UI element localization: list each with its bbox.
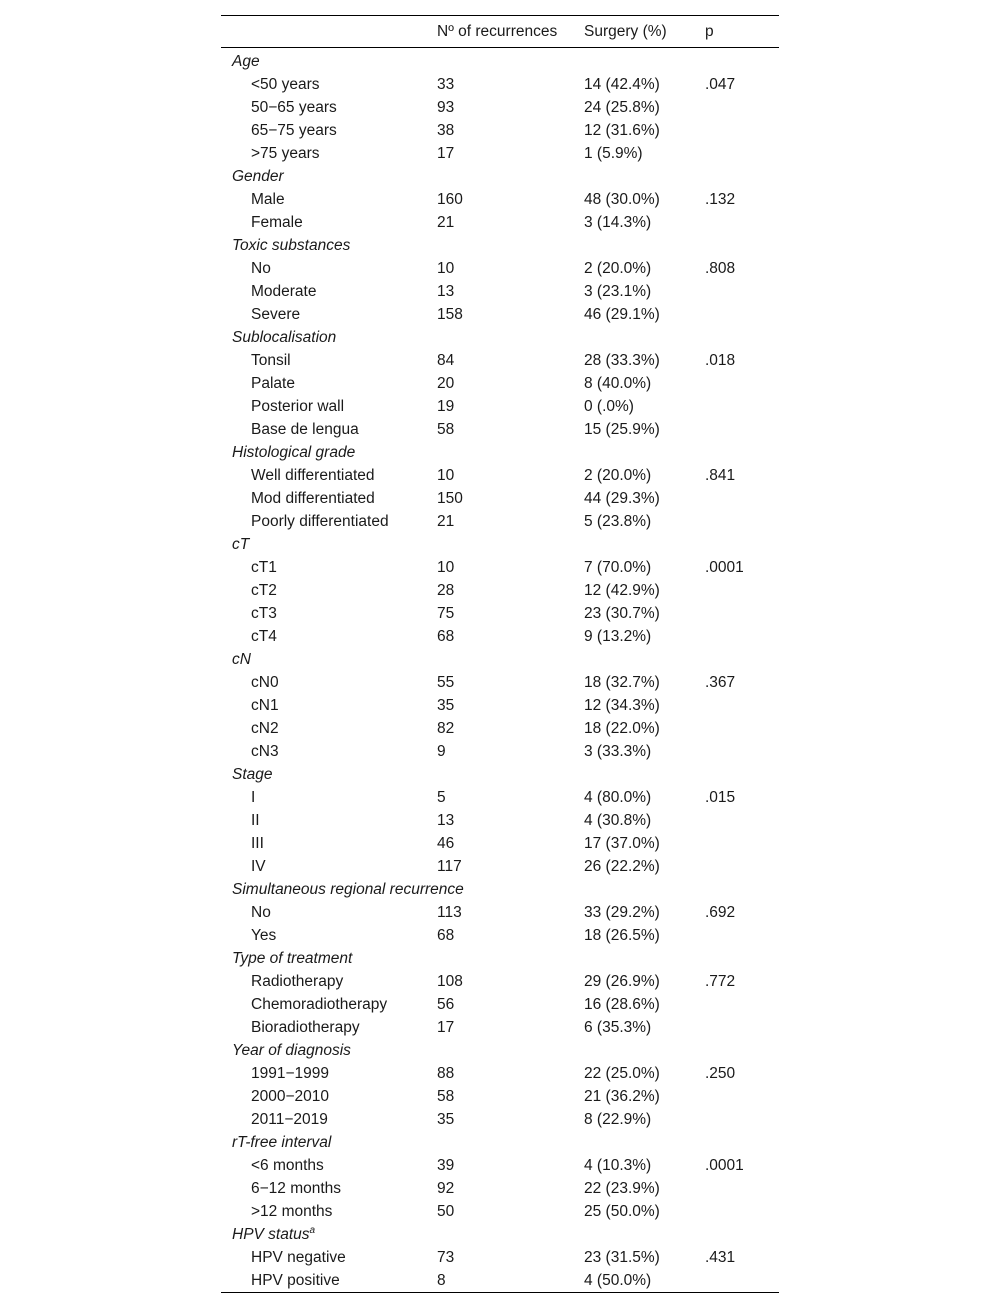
cell-recurrences: 113 xyxy=(437,904,462,921)
cell-p-value: .0001 xyxy=(705,559,744,576)
table-row xyxy=(221,395,779,418)
table-row xyxy=(221,901,779,924)
cell-p-value: .018 xyxy=(705,352,736,369)
table-row xyxy=(221,464,779,487)
cell-variable: HPV positive xyxy=(221,1269,426,1293)
cell-p-value xyxy=(694,1269,779,1293)
cell-variable: 1991−1999 xyxy=(251,1065,330,1082)
cell-recurrences: 21 xyxy=(437,513,455,530)
cell-p-value: .015 xyxy=(705,789,736,806)
cell-recurrences: 93 xyxy=(437,99,455,116)
cell-variable: HPV negative xyxy=(251,1249,346,1266)
table-row xyxy=(221,993,779,1016)
cell-variable: II xyxy=(251,812,260,829)
group-label-text: Sublocalisation xyxy=(232,329,337,346)
cell-p-value xyxy=(694,142,779,165)
cell-variable: Tonsil xyxy=(251,352,291,369)
table-row xyxy=(221,372,779,395)
cell-variable: cT4 xyxy=(251,628,277,645)
cell-recurrences: 88 xyxy=(437,1065,455,1082)
cell-recurrences: 38 xyxy=(437,122,455,139)
cell-surgery: 12 (34.3%) xyxy=(584,697,660,714)
cell-surgery: 8 (40.0%) xyxy=(584,375,652,392)
cell-recurrences: 84 xyxy=(437,352,455,369)
cell-p-value xyxy=(694,1200,779,1223)
cell-surgery: 18 (26.5%) xyxy=(584,927,660,944)
cell-surgery: 17 (37.0%) xyxy=(584,835,660,852)
table-row xyxy=(221,1246,779,1269)
cell-recurrences: 68 xyxy=(437,628,455,645)
cell-variable: cN0 xyxy=(251,674,279,691)
cell-variable: I xyxy=(251,789,256,806)
group-row xyxy=(221,1131,779,1154)
group-label xyxy=(221,1131,779,1154)
table-row xyxy=(221,211,779,234)
group-row xyxy=(221,1223,779,1246)
cell-recurrences: 68 xyxy=(437,927,455,944)
cell-surgery: 3 (23.1%) xyxy=(584,283,652,300)
cell-p-value xyxy=(694,924,779,947)
cell-p-value xyxy=(694,372,779,395)
cell-recurrences: 5 xyxy=(437,789,446,806)
cell-p-value: .808 xyxy=(705,260,736,277)
cell-variable: Moderate xyxy=(251,283,317,300)
group-row xyxy=(221,648,779,671)
cell-variable: cN1 xyxy=(251,697,279,714)
cell-recurrences: 10 xyxy=(437,260,455,277)
group-label xyxy=(221,48,779,74)
cell-recurrences: 17 xyxy=(437,1019,455,1036)
cell-p-value xyxy=(694,487,779,510)
table-row xyxy=(221,487,779,510)
cell-surgery: 12 (31.6%) xyxy=(584,122,660,139)
cell-variable: No xyxy=(251,260,271,277)
cell-surgery: 28 (33.3%) xyxy=(584,352,660,369)
cell-recurrences: 108 xyxy=(437,973,463,990)
cell-recurrences: 56 xyxy=(437,996,455,1013)
cell-recurrences: 58 xyxy=(437,1088,455,1105)
group-label-text: Age xyxy=(232,53,260,70)
cell-surgery: 22 (25.0%) xyxy=(584,1065,660,1082)
cell-p-value xyxy=(694,579,779,602)
cell-recurrences: 10 xyxy=(437,467,455,484)
cell-variable: III xyxy=(251,835,264,852)
cell-p-value xyxy=(694,1108,779,1131)
table-row xyxy=(221,1108,779,1131)
cell-variable: 2000−2010 xyxy=(251,1088,330,1105)
table-row xyxy=(221,832,779,855)
table-row xyxy=(221,809,779,832)
group-row xyxy=(221,878,779,901)
cell-recurrences: 75 xyxy=(437,605,455,622)
cell-surgery: 18 (32.7%) xyxy=(584,674,660,691)
cell-surgery: 2 (20.0%) xyxy=(584,467,652,484)
table-row xyxy=(221,73,779,96)
cell-variable: No xyxy=(251,904,271,921)
cell-p-value xyxy=(694,119,779,142)
cell-surgery: 48 (30.0%) xyxy=(584,191,660,208)
cell-p-value xyxy=(694,717,779,740)
cell-recurrences: 10 xyxy=(437,559,455,576)
cell-p-value xyxy=(694,602,779,625)
cell-p-value xyxy=(694,740,779,763)
table-row xyxy=(221,579,779,602)
cell-variable: Base de lengua xyxy=(251,421,359,438)
cell-p-value: .692 xyxy=(705,904,736,921)
cell-variable: cN3 xyxy=(251,743,279,760)
table-row xyxy=(221,1200,779,1223)
group-label xyxy=(221,441,779,464)
cell-recurrences: 9 xyxy=(437,743,446,760)
table-row xyxy=(221,257,779,280)
cell-surgery: 46 (29.1%) xyxy=(584,306,660,323)
cell-recurrences: 55 xyxy=(437,674,455,691)
cell-p-value xyxy=(694,418,779,441)
cell-recurrences: 160 xyxy=(437,191,463,208)
cell-recurrences: 82 xyxy=(437,720,455,737)
table-row xyxy=(221,671,779,694)
cell-surgery: 21 (36.2%) xyxy=(584,1088,660,1105)
table-row xyxy=(221,717,779,740)
group-label-text: HPV status xyxy=(232,1226,310,1243)
cell-recurrences: 20 xyxy=(437,375,455,392)
cell-p-value xyxy=(694,855,779,878)
cell-p-value: .431 xyxy=(705,1249,736,1266)
table-row xyxy=(221,625,779,648)
group-row xyxy=(221,947,779,970)
cell-p-value: .047 xyxy=(705,76,736,93)
group-label-text: Simultaneous regional recurrence xyxy=(232,881,464,898)
table-row xyxy=(221,1154,779,1177)
cell-surgery: 5 (23.8%) xyxy=(584,513,652,530)
cell-recurrences: 8 xyxy=(426,1269,573,1293)
group-label-text: rT-free interval xyxy=(232,1134,332,1151)
cell-p-value xyxy=(694,211,779,234)
cell-p-value xyxy=(694,395,779,418)
cell-variable: 6−12 months xyxy=(251,1180,342,1197)
cell-recurrences: 117 xyxy=(437,858,462,875)
header-recurrences: Nº of recurrences xyxy=(437,23,558,40)
cell-recurrences: 28 xyxy=(437,582,455,599)
table-row xyxy=(221,280,779,303)
cell-p-value: .250 xyxy=(705,1065,736,1082)
cell-surgery: 25 (50.0%) xyxy=(584,1203,660,1220)
cell-surgery: 1 (5.9%) xyxy=(584,145,643,162)
cell-surgery: 14 (42.4%) xyxy=(584,76,660,93)
table-row xyxy=(221,786,779,809)
cell-recurrences: 58 xyxy=(437,421,455,438)
table-row xyxy=(221,602,779,625)
group-row xyxy=(221,1039,779,1062)
group-label-text: Toxic substances xyxy=(232,237,351,254)
cell-recurrences: 19 xyxy=(437,398,455,415)
cell-p-value: .132 xyxy=(705,191,736,208)
table-header xyxy=(221,16,779,48)
cell-surgery: 33 (29.2%) xyxy=(584,904,660,921)
group-label xyxy=(221,1039,779,1062)
cell-variable: Palate xyxy=(251,375,295,392)
table-row xyxy=(221,556,779,579)
group-label xyxy=(221,763,779,786)
cell-variable: Poorly differentiated xyxy=(251,513,389,530)
group-label xyxy=(221,234,779,257)
cell-surgery: 15 (25.9%) xyxy=(584,421,660,438)
table-row xyxy=(221,924,779,947)
cell-p-value xyxy=(694,96,779,119)
cell-variable: Mod differentiated xyxy=(251,490,375,507)
cell-variable: Radiotherapy xyxy=(251,973,344,990)
group-row xyxy=(221,165,779,188)
cell-variable: cT1 xyxy=(251,559,277,576)
cell-recurrences: 33 xyxy=(437,76,455,93)
cell-variable: 65−75 years xyxy=(251,122,337,139)
table-row xyxy=(221,1085,779,1108)
cell-variable: Bioradiotherapy xyxy=(251,1019,360,1036)
group-label-text: cT xyxy=(232,536,250,553)
cell-variable: IV xyxy=(251,858,266,875)
cell-p-value xyxy=(694,280,779,303)
cell-surgery: 4 (10.3%) xyxy=(584,1157,652,1174)
cell-variable: Chemoradiotherapy xyxy=(251,996,388,1013)
group-label xyxy=(221,533,779,556)
group-label-text: Stage xyxy=(232,766,273,783)
cell-p-value xyxy=(694,1177,779,1200)
group-label xyxy=(221,326,779,349)
group-label xyxy=(221,947,779,970)
cell-surgery: 0 (.0%) xyxy=(584,398,634,415)
cell-p-value xyxy=(694,694,779,717)
table-body xyxy=(221,48,779,1293)
group-label xyxy=(221,1223,779,1246)
group-label xyxy=(221,165,779,188)
table-row xyxy=(221,855,779,878)
group-label-text: Type of treatment xyxy=(232,950,353,967)
cell-variable: cT3 xyxy=(251,605,277,622)
cell-p-value: .772 xyxy=(705,973,736,990)
group-row xyxy=(221,441,779,464)
table-row xyxy=(221,1062,779,1085)
cell-variable: Well differentiated xyxy=(251,467,375,484)
cell-p-value xyxy=(694,1085,779,1108)
cell-variable: 2011−2019 xyxy=(251,1111,328,1128)
cell-recurrences: 39 xyxy=(437,1157,455,1174)
cell-recurrences: 35 xyxy=(437,697,455,714)
cell-recurrences: 73 xyxy=(437,1249,455,1266)
cell-p-value xyxy=(694,809,779,832)
group-row xyxy=(221,533,779,556)
cell-surgery: 4 (50.0%) xyxy=(573,1269,694,1293)
group-label-text: Histological grade xyxy=(232,444,356,461)
cell-surgery: 9 (13.2%) xyxy=(584,628,652,645)
cell-surgery: 26 (22.2%) xyxy=(584,858,660,875)
cell-variable: Male xyxy=(251,191,285,208)
cell-recurrences: 46 xyxy=(437,835,455,852)
table-row xyxy=(221,510,779,533)
cell-surgery: 8 (22.9%) xyxy=(584,1111,652,1128)
header-p-value: p xyxy=(705,23,714,40)
table-row xyxy=(221,119,779,142)
table-row xyxy=(221,970,779,993)
cell-p-value: .841 xyxy=(705,467,736,484)
cell-surgery: 3 (14.3%) xyxy=(584,214,652,231)
footnote-marker: a xyxy=(309,1224,316,1236)
cell-recurrences: 92 xyxy=(437,1180,455,1197)
cell-p-value xyxy=(694,832,779,855)
cell-variable: Female xyxy=(251,214,303,231)
header-surgery: Surgery (%) xyxy=(584,23,667,40)
cell-variable: >12 months xyxy=(251,1203,333,1220)
group-row xyxy=(221,326,779,349)
cell-surgery: 22 (23.9%) xyxy=(584,1180,660,1197)
cell-recurrences: 13 xyxy=(437,812,455,829)
table-row xyxy=(221,418,779,441)
group-row xyxy=(221,48,779,74)
cell-surgery: 23 (30.7%) xyxy=(584,605,660,622)
group-label xyxy=(221,648,779,671)
cell-surgery: 23 (31.5%) xyxy=(584,1249,660,1266)
cell-surgery: 7 (70.0%) xyxy=(584,559,652,576)
table-row xyxy=(221,188,779,211)
cell-surgery: 4 (80.0%) xyxy=(584,789,652,806)
cell-recurrences: 35 xyxy=(437,1111,455,1128)
cell-surgery: 44 (29.3%) xyxy=(584,490,660,507)
cell-p-value: .0001 xyxy=(705,1157,744,1174)
cell-recurrences: 21 xyxy=(437,214,455,231)
group-row xyxy=(221,763,779,786)
cell-surgery: 29 (26.9%) xyxy=(584,973,660,990)
cell-recurrences: 158 xyxy=(437,306,463,323)
cell-surgery: 24 (25.8%) xyxy=(584,99,660,116)
table-row xyxy=(221,349,779,372)
group-label-text: Year of diagnosis xyxy=(232,1042,351,1059)
group-label-text: cN xyxy=(232,651,251,668)
header-variable xyxy=(221,16,426,48)
cell-p-value xyxy=(694,993,779,1016)
cell-recurrences: 150 xyxy=(437,490,463,507)
cell-variable: Severe xyxy=(251,306,301,323)
cell-recurrences: 13 xyxy=(437,283,455,300)
group-row xyxy=(221,234,779,257)
table-row xyxy=(221,96,779,119)
cell-surgery: 12 (42.9%) xyxy=(584,582,660,599)
table-row xyxy=(221,1016,779,1039)
cell-surgery: 4 (30.8%) xyxy=(584,812,652,829)
cell-surgery: 18 (22.0%) xyxy=(584,720,660,737)
group-label-text: Gender xyxy=(232,168,284,185)
cell-variable: cN2 xyxy=(251,720,279,737)
table-row xyxy=(221,740,779,763)
cell-variable: <50 years xyxy=(251,76,320,93)
cell-surgery: 3 (33.3%) xyxy=(584,743,652,760)
cell-variable: >75 years xyxy=(251,145,320,162)
cell-recurrences: 50 xyxy=(437,1203,455,1220)
cell-variable: 50−65 years xyxy=(251,99,337,116)
cell-variable: Yes xyxy=(251,927,277,944)
table-row xyxy=(221,303,779,326)
header-row xyxy=(221,16,779,48)
cell-p-value xyxy=(694,625,779,648)
cell-variable: <6 months xyxy=(251,1157,324,1174)
cell-p-value xyxy=(694,1016,779,1039)
table-row xyxy=(221,142,779,165)
group-label xyxy=(221,878,779,901)
cell-surgery: 16 (28.6%) xyxy=(584,996,660,1013)
cell-p-value: .367 xyxy=(705,674,736,691)
cell-p-value xyxy=(694,510,779,533)
table-row xyxy=(221,1269,779,1293)
table-row xyxy=(221,1177,779,1200)
cell-variable: cT2 xyxy=(251,582,277,599)
cell-variable: Posterior wall xyxy=(251,398,345,415)
cell-surgery: 2 (20.0%) xyxy=(584,260,652,277)
cell-surgery: 6 (35.3%) xyxy=(584,1019,652,1036)
cell-p-value xyxy=(694,303,779,326)
data-table xyxy=(221,15,779,1293)
table-row xyxy=(221,694,779,717)
cell-recurrences: 17 xyxy=(437,145,455,162)
